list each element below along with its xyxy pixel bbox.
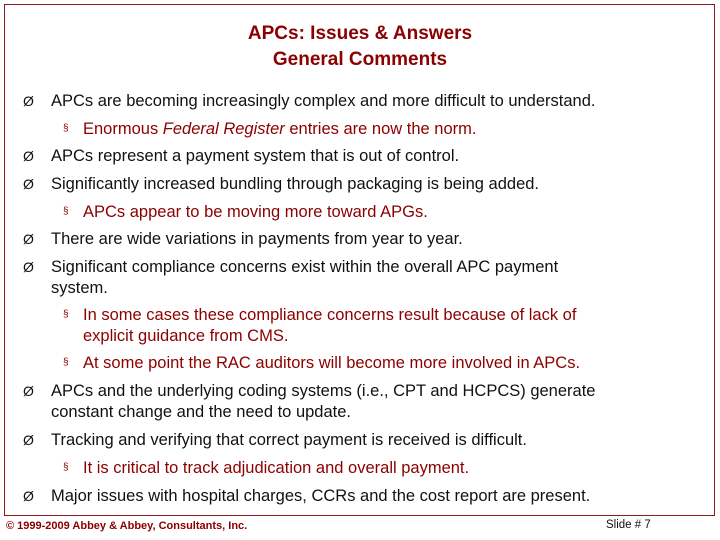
arrow-bullet-icon: Ø — [23, 148, 34, 164]
sub-bullet-text: In some cases these compliance concerns result because of lack of — [83, 306, 577, 324]
bullet-text-continuation: system. — [51, 279, 108, 297]
square-bullet-icon: § — [63, 309, 69, 320]
sub-bullet-text: Enormous Federal Register entries are now the norm. — [83, 120, 477, 138]
slide-subtitle: General Comments — [272, 49, 448, 70]
bullet-text: Significantly increased bundling through packaging is being added. — [51, 175, 540, 193]
square-bullet-icon: § — [63, 206, 69, 217]
arrow-bullet-icon: Ø — [23, 259, 34, 275]
sub-bullet-text-continuation: explicit guidance from CMS. — [83, 327, 289, 345]
arrow-bullet-icon: Ø — [23, 383, 34, 399]
arrow-bullet-icon: Ø — [23, 93, 34, 109]
bullet-text: APCs represent a payment system that is out of control. — [51, 147, 460, 165]
sub-bullet-text: It is critical to track adjudication and overall payment. — [83, 459, 470, 477]
bullet-text: APCs are becoming increasingly complex and more difficult to understand. — [51, 92, 596, 110]
arrow-bullet-icon: Ø — [23, 231, 34, 247]
slide-number: Slide # 7 — [606, 519, 651, 531]
arrow-bullet-icon: Ø — [23, 488, 34, 504]
bullet-text: APCs and the underlying coding systems (i.e., CPT and HCPCS) generate — [51, 382, 596, 400]
bullet-text: Tracking and verifying that correct payment is received is difficult. — [51, 431, 527, 449]
square-bullet-icon: § — [63, 462, 69, 473]
square-bullet-icon: § — [63, 123, 69, 134]
arrow-bullet-icon: Ø — [23, 176, 34, 192]
slide-title: APCs: Issues & Answers — [247, 23, 473, 44]
square-bullet-icon: § — [63, 357, 69, 368]
sub-bullet-text: At some point the RAC auditors will become more involved in APCs. — [83, 354, 581, 372]
arrow-bullet-icon: Ø — [23, 432, 34, 448]
copyright-footer: © 1999-2009 Abbey & Abbey, Consultants, Inc. — [6, 520, 248, 532]
bullet-text: Significant compliance concerns exist within the overall APC payment — [51, 258, 559, 276]
bullet-text: There are wide variations in payments from year to year. — [51, 230, 463, 248]
sub-bullet-text: APCs appear to be moving more toward APGs. — [83, 203, 428, 221]
bullet-text-continuation: constant change and the need to update. — [51, 403, 351, 421]
bullet-text: Major issues with hospital charges, CCRs and the cost report are present. — [51, 487, 591, 505]
